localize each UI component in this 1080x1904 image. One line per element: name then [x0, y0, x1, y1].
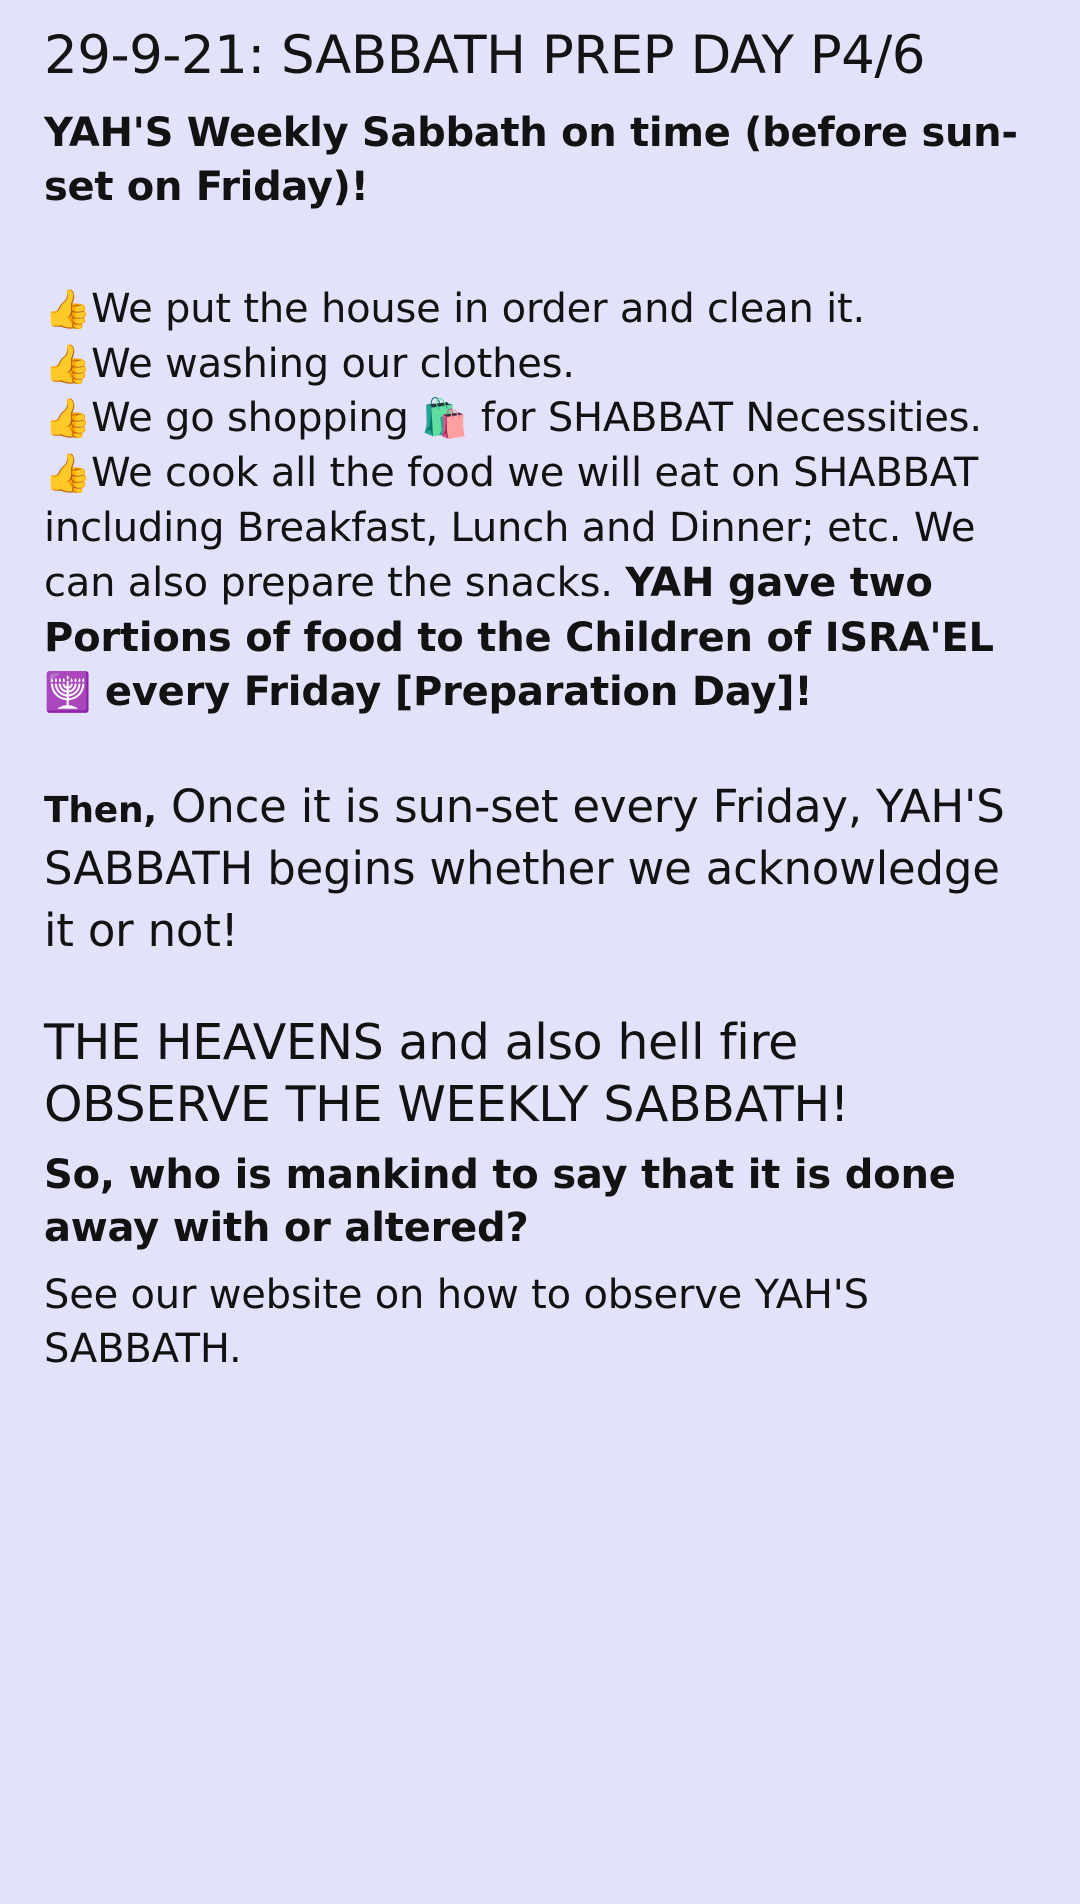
thumbs-up-icon: 👍: [44, 341, 92, 386]
then-rest: Once it is sun-set every Friday, YAH'S SABBATH begins whether we acknowledge it or not!: [44, 780, 1005, 958]
list-item-label-after: for SHABBAT Necessities.: [468, 395, 982, 442]
heaven-heading: THE HEAVENS and also hell fire OBSERVE THE WEEKLY SABBATH!: [44, 1014, 850, 1133]
cook-text-plain: We cook all the food we will eat on SHABBAT including Breakfast, Lunch and Dinner; etc. We can also prepare the snacks.: [44, 450, 979, 606]
list-item-label: We put the house in order and clean it.: [91, 285, 866, 332]
menorah-icon: 🕎: [44, 670, 92, 715]
list-item: [44, 337, 1036, 392]
spacer: [44, 1135, 1036, 1149]
page-title: 29-9-21: SABBATH PREP DAY P4/6: [44, 25, 925, 86]
shopping-bags-icon: 🛍️: [421, 396, 469, 441]
list-item-cook: [44, 446, 1036, 720]
tail-paragraph: See our website on how to observe YAH'S SABBATH.: [44, 1272, 869, 1373]
thumbs-up-icon: 👍: [44, 396, 92, 441]
cook-text-bold-before: YAH gave two Portions of food to the Children of ISRA'EL: [44, 559, 994, 661]
then-paragraph: [44, 776, 1036, 962]
spacer: [44, 226, 1036, 282]
lede-paragraph: YAH'S Weekly Sabbath on time (before sun-set on Friday)!: [44, 110, 1018, 210]
list-item: [44, 282, 1036, 337]
then-lead: Then,: [44, 790, 157, 832]
list-item-label: We washing our clothes.: [91, 340, 575, 387]
thumbs-up-icon: 👍: [44, 451, 92, 496]
cook-text-bold-after: every Friday [Preparation Day]!: [91, 669, 813, 716]
list-item: [44, 391, 1036, 446]
spacer: [44, 1254, 1036, 1268]
question-paragraph: So, who is mankind to say that it is done away with or altered?: [44, 1151, 956, 1251]
list-item-label-before: We go shopping: [91, 395, 422, 442]
thumbs-up-icon: 👍: [44, 286, 92, 331]
spacer: [44, 962, 1036, 1012]
spacer: [44, 720, 1036, 776]
